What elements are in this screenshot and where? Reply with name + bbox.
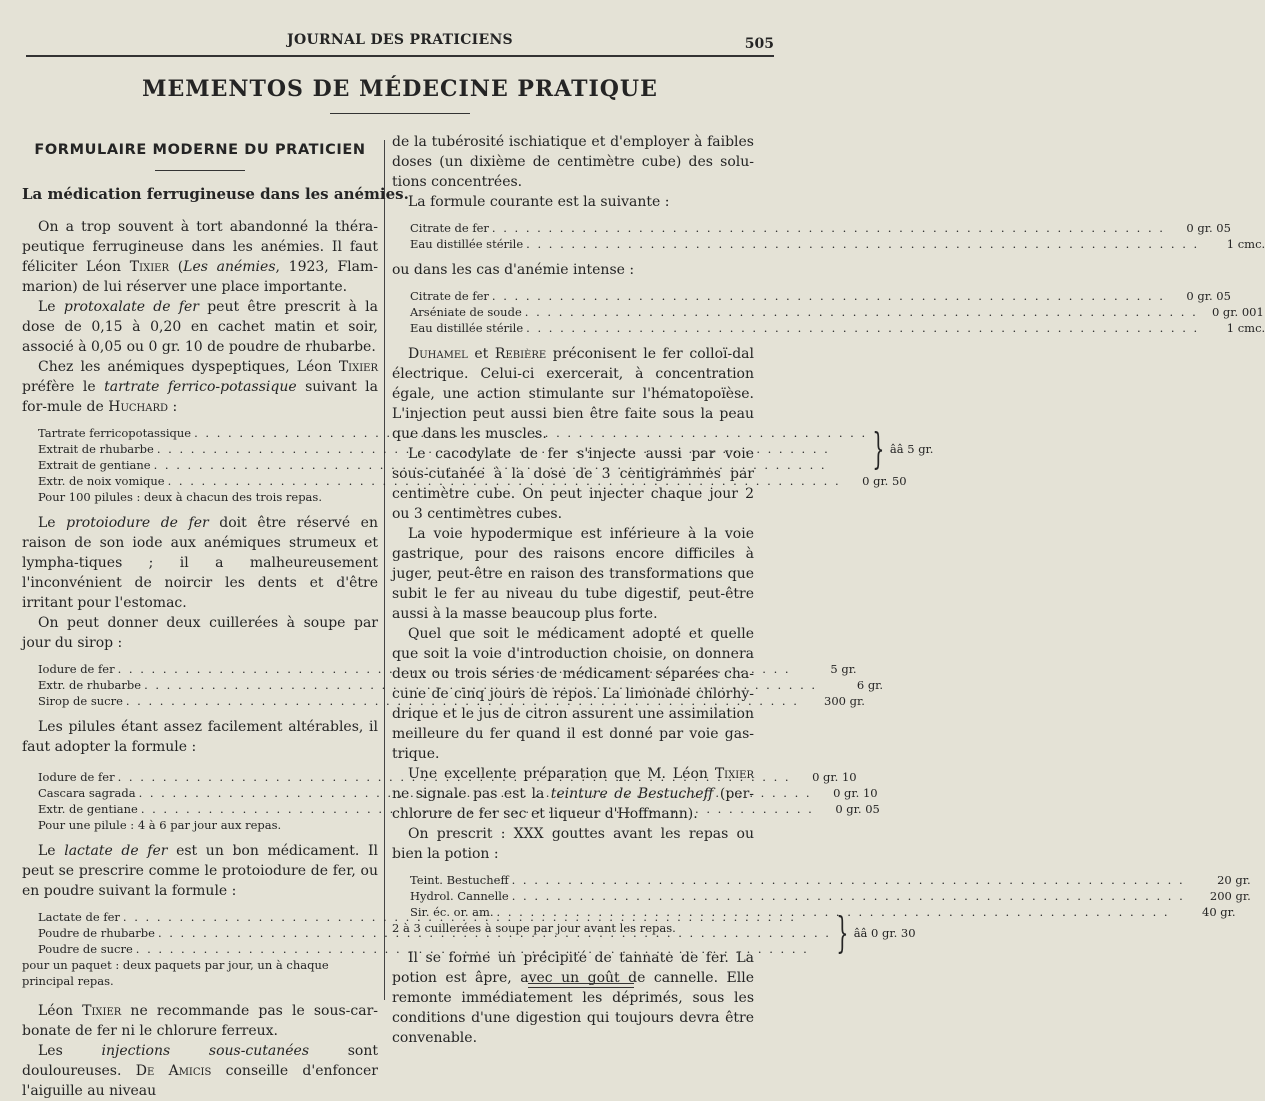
formula-row: Lactate de fer . . . [38, 909, 831, 925]
formula-row: Extr. de rhubarbe . . . 6 gr. [38, 677, 376, 693]
formula-citrate [410, 220, 1265, 252]
formula-row: Poudre de sucre . . . [38, 941, 831, 957]
running-head [26, 32, 774, 52]
formula-row: Arséniate de soude . . . 0 gr. 001 [410, 304, 748, 320]
header-rule [26, 55, 774, 57]
paragraph: Une excellente préparation que M. Léon Tixier ne signale pas est la teinture de Bestucheff (per-chlorure de fer sec et liqueur d'Hoffmann). [392, 766, 754, 822]
formula-row: Extrait de gentiane . . . [38, 457, 867, 473]
end-rule [528, 987, 634, 988]
section-title: FORMULAIRE MODERNE DU PRATICIEN [34, 142, 366, 158]
article-title: La médication ferrugineuse dans les anémies. [22, 185, 409, 203]
formula-dose: ââ 0 gr. 30 [853, 926, 916, 940]
section-rule [155, 170, 245, 171]
formula-row: Eau distillée stérile . . . 1 cmc. [410, 320, 748, 336]
formula-row: Cascara sagrada . . . 0 gr. 10 [38, 785, 354, 801]
formula-sirop [38, 661, 884, 709]
paragraph: Le cacodylate de fer s'injecte aussi par voie sous-cutanée à la dose de 3 centigrammes par centimètre cube. On peut injecter chaque jour 2 ou 3 centimètres cubes. [392, 446, 754, 522]
formula-note: Pour 100 pilules : deux à chacun des trois repas. [38, 490, 322, 504]
end-rule [528, 983, 634, 984]
paragraph: La formule courante est la suivante : [408, 194, 670, 210]
formula-row: Citrate de fer . . . 0 gr. 05 [410, 220, 748, 236]
formula-note: Pour une pilule : 4 à 6 par jour aux repas. [38, 818, 282, 832]
formula-row: Citrate de fer . . . 0 gr. 05 [410, 288, 748, 304]
author-name: Tixier [129, 259, 169, 275]
paragraph: On a trop souvent à tort abandonné la théra-peutique ferrugineuse dans les anémies. Il faut féliciter Léon Tixier (Les anémies, 1923, Flam-marion) de lui réserver une place importante. [22, 219, 378, 295]
running-title: JOURNAL DES PRATICIENS [287, 32, 513, 48]
paragraph: ou dans les cas d'anémie intense : [392, 262, 635, 278]
book-title: Les anémies [183, 259, 276, 275]
formula-row: Extr. de noix vomique . . . 0 gr. 50 [38, 473, 354, 489]
paragraph: de la tubérosité ischiatique et d'employer à faibles doses (un dixième de centimètre cube) des solu-tions concentrées. [392, 134, 754, 190]
formula-row: Sir. éc. or. am. . . . 40 gr. [410, 904, 740, 920]
title-ornament-rule [330, 113, 470, 114]
paragraph: Quel que soit le médicament adopté et quelle que soit la voie d'introduction choisie, on donnera deux ou trois séries de médicament séparées cha-cune de cinq jours de repos. La limonade chlorhy-drique et le jus de citron assurent une assimilation meilleure du fer quand il est donné par voie gas-trique. [392, 626, 754, 762]
formula-row: Tartrate ferricopotassique . . . [38, 425, 867, 441]
brace-symbol: } [872, 424, 885, 473]
paragraph: La voie hypodermique est inférieure à la voie gastrique, pour des raisons encore difficiles à juger, peut-être en raison des transformations que subit le fer au niveau du tube digestif, peut-être aussi à la masse beaucoup plus forte. [392, 526, 754, 622]
paragraph: Les injections sous-cutanées sont douloureuses. De Amicis conseille d'enfoncer l'aiguille au niveau [22, 1043, 378, 1099]
brace-group [38, 424, 934, 473]
paragraph: Léon Tixier ne recommande pas le sous-car-bonate de fer ni le chlorure ferreux. [22, 1003, 378, 1039]
column-divider [384, 140, 385, 1000]
formula-note: 2 à 3 cuillerées à soupe par jour avant les repas. [392, 921, 676, 935]
paragraph: Duhamel et Rebière préconisent le fer colloï-dal électrique. Celui-ci exercerait, à concentration égale, une action stimulante sur l'hématopoïèse. L'injection peut aussi bien être faite sous la peau que dans les muscles. [392, 346, 754, 442]
paragraph: On prescrit : XXX gouttes avant les repas ou bien la potion : [392, 826, 754, 862]
formula-row: Poudre de rhubarbe . . . [38, 925, 831, 941]
formula-note: pour un paquet : deux paquets par jour, un à chaque [22, 958, 329, 972]
paragraph: Chez les anémiques dyspeptiques, Léon Tixier préfère le tartrate ferrico-potassique suivant la for-mule de Huchard : [22, 359, 378, 415]
formula-row: Teint. Bestucheff . . . 20 gr. [410, 872, 740, 888]
formula-citrate-arseniate [410, 288, 1265, 336]
paragraph: Il se forme un précipité de tannate de fer. La potion est âpre, avec un goût de cannelle. Elle remonte immédiatement les déprimés, sous les conditions d'une digestion qui toujours devra être convenable. [392, 950, 754, 1046]
formula-row: Sirop de sucre . . . 300 gr. [38, 693, 376, 709]
formula-note: principal repas. [22, 974, 114, 988]
formula-row: Iodure de fer . . . 5 gr. [38, 661, 376, 677]
paragraph: Les pilules étant assez facilement altérables, il faut adopter la formule : [22, 719, 378, 755]
paragraph: Le protoxalate de fer peut être prescrit à la dose de 0,15 à 0,20 en cachet matin et soir, associé à 0,05 ou 0 gr. 10 de poudre de rhubarbe. [22, 299, 378, 355]
paragraph: On peut donner deux cuillerées à soupe par jour du sirop : [22, 615, 378, 651]
formula-row: Eau distillée stérile . . . 1 cmc. [410, 236, 748, 252]
formula-dose: ââ 5 gr. [889, 442, 934, 456]
formula-row: Extrait de rhubarbe . . . [38, 441, 867, 457]
paragraph: Le protoiodure de fer doit être réservé en raison de son iode aux anémiques strumeux et lympha-tiques ; il a malheureusement l'inconvénient de noircir les dents et d'être irritant pour l'estomac. [22, 515, 378, 611]
main-title: MEMENTOS DE MÉDECINE PRATIQUE [142, 76, 658, 102]
paragraph: Le lactate de fer est un bon médicament. Il peut se prescrire comme le protoiodure de fer, ou en poudre suivant la formule : [22, 843, 378, 899]
page-number: 505 [744, 36, 774, 52]
formula-row: Iodure de fer . . . 0 gr. 10 [38, 769, 354, 785]
formula-row: Extr. de gentiane . . . 0 gr. 05 [38, 801, 354, 817]
formula-row: Hydrol. Cannelle . . . 200 gr. [410, 888, 740, 904]
brace-symbol: } [836, 908, 849, 957]
